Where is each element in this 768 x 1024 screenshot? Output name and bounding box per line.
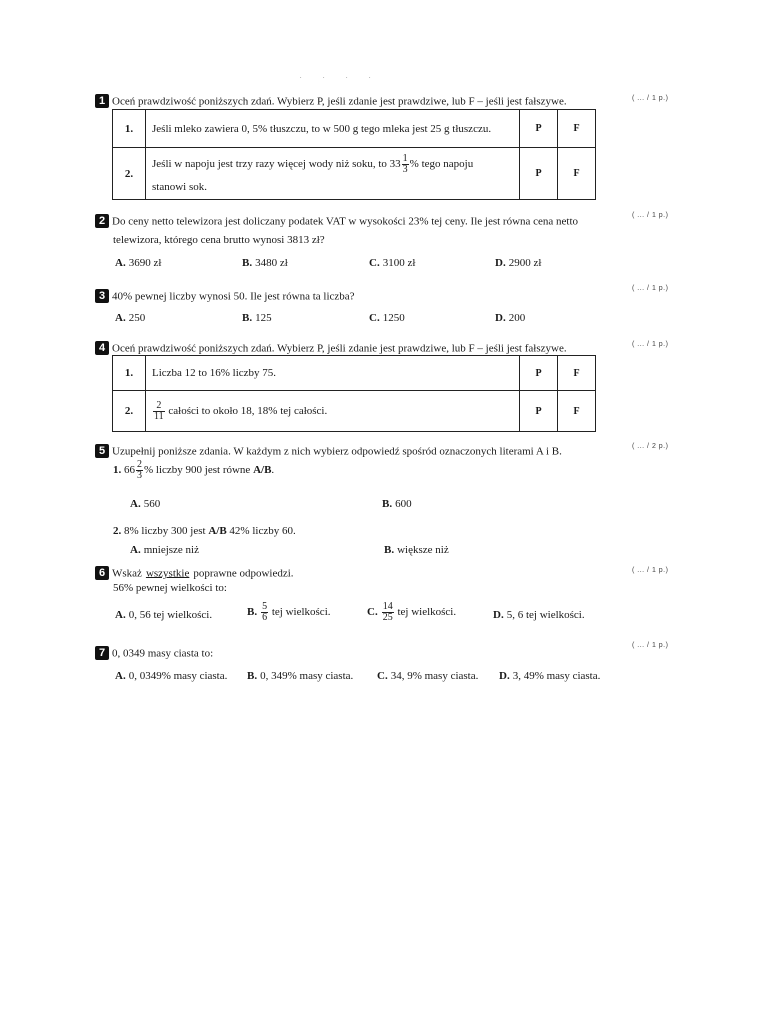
option-letter: A.	[130, 544, 141, 556]
option-text: mniejsze niż	[143, 544, 199, 556]
fraction	[382, 602, 394, 623]
table-row	[113, 391, 596, 432]
fraction	[402, 154, 409, 175]
option-letter: C.	[367, 606, 378, 619]
sentence-text: 42% liczby 60.	[229, 525, 296, 537]
option-text: 3480 zł	[255, 257, 288, 269]
option-letter: B.	[382, 498, 393, 510]
option-letter: A.	[115, 609, 126, 621]
option-letter: B.	[384, 544, 395, 556]
option-text: 1250	[382, 312, 405, 324]
option-letter: D.	[499, 670, 510, 682]
sentence-2	[113, 525, 296, 537]
option-letter: A.	[115, 257, 126, 269]
points-label: ( ... / 1 p.)	[632, 95, 669, 102]
question-text-continued: telewizora, którego cena brutto wynosi 3813 zł?	[113, 234, 325, 246]
option-text: tej wielkości.	[271, 606, 331, 619]
statement-part: Jeśli w napoju jest trzy razy więcej wody niż soku, to 33	[152, 158, 401, 171]
fraction	[153, 401, 165, 422]
option-letter: B.	[247, 606, 258, 619]
answer-option-b[interactable]	[247, 670, 353, 682]
table-row	[113, 148, 596, 200]
option-text: 250	[128, 312, 146, 324]
fraction-numerator: 14	[382, 601, 393, 612]
sentence-number: 1.	[113, 464, 122, 477]
answer-option-b[interactable]	[242, 257, 288, 269]
fraction-denominator: 3	[402, 164, 408, 175]
answer-option-d[interactable]	[499, 670, 600, 682]
question-text: Do ceny netto telewizora jest doliczany podatek VAT w wysokości 23% tej ceny. Ile jest równa cena netto	[112, 215, 579, 228]
answer-option-c[interactable]	[377, 670, 478, 682]
points-label: ( ... / 1 p.)	[632, 642, 669, 649]
points-label: ( ... / 1 p.)	[632, 285, 669, 292]
answer-option-d[interactable]	[495, 257, 541, 269]
choice-placeholder: A/B	[208, 525, 227, 537]
fraction	[136, 460, 143, 481]
statement-text	[146, 391, 520, 432]
option-letter: B.	[242, 312, 253, 324]
answer-option-a[interactable]	[115, 609, 212, 621]
option-letter: D.	[495, 312, 506, 324]
question-number: 7	[95, 646, 109, 660]
statement-part: % tego napoju	[409, 158, 474, 171]
question-2-stem	[95, 212, 685, 230]
fraction-numerator: 2	[153, 401, 165, 412]
option-text: 2900 zł	[508, 257, 542, 269]
answer-option-c[interactable]	[369, 257, 415, 269]
answer-option-b[interactable]	[384, 544, 449, 556]
question-3-stem	[95, 287, 685, 305]
question-number: 3	[95, 289, 109, 303]
statement-part: stanowi sok.	[152, 181, 207, 193]
points-label: ( ... / 2 p.)	[632, 443, 669, 450]
choice-placeholder: A/B	[253, 464, 272, 477]
true-option[interactable]: P	[520, 391, 558, 432]
question-text-continued: 56% pewnej wielkości to:	[113, 582, 227, 594]
fraction	[261, 602, 268, 623]
option-letter: A.	[115, 312, 126, 324]
statement-text: Liczba 12 to 16% liczby 75.	[146, 356, 520, 391]
true-option[interactable]: P	[520, 148, 558, 200]
sentence-number: 2.	[113, 525, 122, 537]
true-false-table-4	[112, 355, 596, 432]
true-option[interactable]: P	[520, 356, 558, 391]
option-text: 3690 zł	[128, 257, 162, 269]
points-label: ( ... / 1 p.)	[632, 567, 669, 574]
question-text: poprawne odpowiedzi.	[193, 567, 294, 580]
row-number: 1.	[113, 356, 146, 391]
sentence-text: 8% liczby 300 jest	[124, 525, 206, 537]
mixed-number-whole: 66	[124, 464, 135, 477]
option-letter: C.	[377, 670, 388, 682]
option-text: 600	[395, 498, 412, 510]
option-text: 0, 56 tej wielkości.	[128, 609, 213, 621]
answer-option-b[interactable]	[247, 602, 331, 623]
statement-text: Jeśli mleko zawiera 0, 5% tłuszczu, to w 500 g tego mleka jest 25 g tłuszczu.	[146, 110, 520, 148]
option-text: 200	[508, 312, 526, 324]
option-text: 0, 349% masy ciasta.	[260, 670, 354, 682]
question-number: 6	[95, 566, 109, 580]
option-text: 5, 6 tej wielkości.	[506, 609, 585, 621]
option-letter: A.	[115, 670, 126, 682]
option-text: 560	[143, 498, 161, 510]
option-text: 0, 0349% masy ciasta.	[128, 670, 228, 682]
header-dots: . . . .	[300, 74, 381, 80]
answer-option-a[interactable]	[130, 544, 199, 556]
sentence-1: 1. 66 $\frac{2}{3}$ % liczby 900 jest równe A/B.	[113, 459, 275, 481]
answer-option-d[interactable]	[493, 609, 585, 621]
statement-text	[146, 148, 520, 200]
row-number: 2.	[113, 391, 146, 432]
points-label: ( ... / 1 p.)	[632, 212, 669, 219]
fraction-denominator: 25	[382, 612, 393, 623]
false-option[interactable]: F	[558, 148, 596, 200]
question-7-stem	[95, 644, 685, 662]
answer-option-b[interactable]	[242, 312, 272, 324]
option-text: tej wielkości.	[397, 606, 457, 619]
option-text: 3, 49% masy ciasta.	[512, 670, 601, 682]
fraction-numerator: 2	[137, 459, 142, 470]
question-text: 40% pewnej liczby wynosi 50. Ile jest równa ta liczba?	[112, 290, 355, 303]
false-option[interactable]: F	[558, 110, 596, 148]
question-text: Wskaż	[112, 567, 142, 580]
option-text: większe niż	[397, 544, 449, 556]
option-letter: C.	[369, 257, 380, 269]
question-number: 5	[95, 444, 109, 458]
false-option[interactable]: F	[558, 356, 596, 391]
question-text-emphasis: wszystkie	[145, 567, 190, 580]
fraction-numerator: 1	[402, 153, 408, 164]
question-text: Oceń prawdziwość poniższych zdań. Wybierz P, jeśli zdanie jest prawdziwe, lub F – jeśli jest fałszywe.	[112, 342, 567, 355]
question-6-stem	[95, 564, 685, 582]
table-row	[113, 110, 596, 148]
option-letter: B.	[247, 670, 258, 682]
answer-option-c[interactable]	[367, 602, 456, 623]
answer-option-a[interactable]	[115, 257, 161, 269]
option-text: 34, 9% masy ciasta.	[390, 670, 479, 682]
sentence-text: % liczby 900 jest równe	[144, 464, 251, 477]
question-number: 2	[95, 214, 109, 228]
fraction-denominator: 11	[154, 410, 164, 422]
question-1-stem	[95, 92, 685, 110]
false-option[interactable]: F	[558, 391, 596, 432]
answer-option-b[interactable]	[382, 498, 412, 510]
option-text: 125	[255, 312, 272, 324]
row-number: 2.	[113, 148, 146, 200]
true-false-table-1	[112, 109, 596, 200]
question-text: Uzupełnij poniższe zdania. W każdym z nich wybierz odpowiedź spośród oznaczonych literami A i B.	[112, 445, 562, 458]
points-label: ( ... / 1 p.)	[632, 341, 669, 348]
option-letter: A.	[130, 498, 141, 510]
question-number: 4	[95, 341, 109, 355]
option-letter: D.	[493, 609, 504, 621]
table-row	[113, 356, 596, 391]
question-text: 0, 0349 masy ciasta to:	[112, 647, 214, 660]
answer-option-d[interactable]	[495, 312, 525, 324]
option-text: 3100 zł	[382, 257, 416, 269]
fraction-numerator: 5	[262, 601, 268, 612]
option-letter: B.	[242, 257, 253, 269]
answer-option-a[interactable]	[130, 498, 160, 510]
question-text: Oceń prawdziwość poniższych zdań. Wybierz P, jeśli zdanie jest prawdziwe, lub F – jeśli jest fałszywe.	[112, 95, 567, 108]
option-letter: D.	[495, 257, 506, 269]
answer-option-c[interactable]	[369, 312, 405, 324]
question-number: 1	[95, 94, 109, 108]
answer-option-a[interactable]	[115, 670, 227, 682]
option-letter: C.	[369, 312, 380, 324]
fraction-denominator: 3	[137, 470, 142, 481]
statement-part: całości to około 18, 18% tej całości.	[168, 404, 328, 417]
fraction-denominator: 6	[262, 612, 268, 623]
row-number: 1.	[113, 110, 146, 148]
true-option[interactable]: P	[520, 110, 558, 148]
answer-option-a[interactable]	[115, 312, 145, 324]
question-5-stem	[95, 442, 685, 460]
